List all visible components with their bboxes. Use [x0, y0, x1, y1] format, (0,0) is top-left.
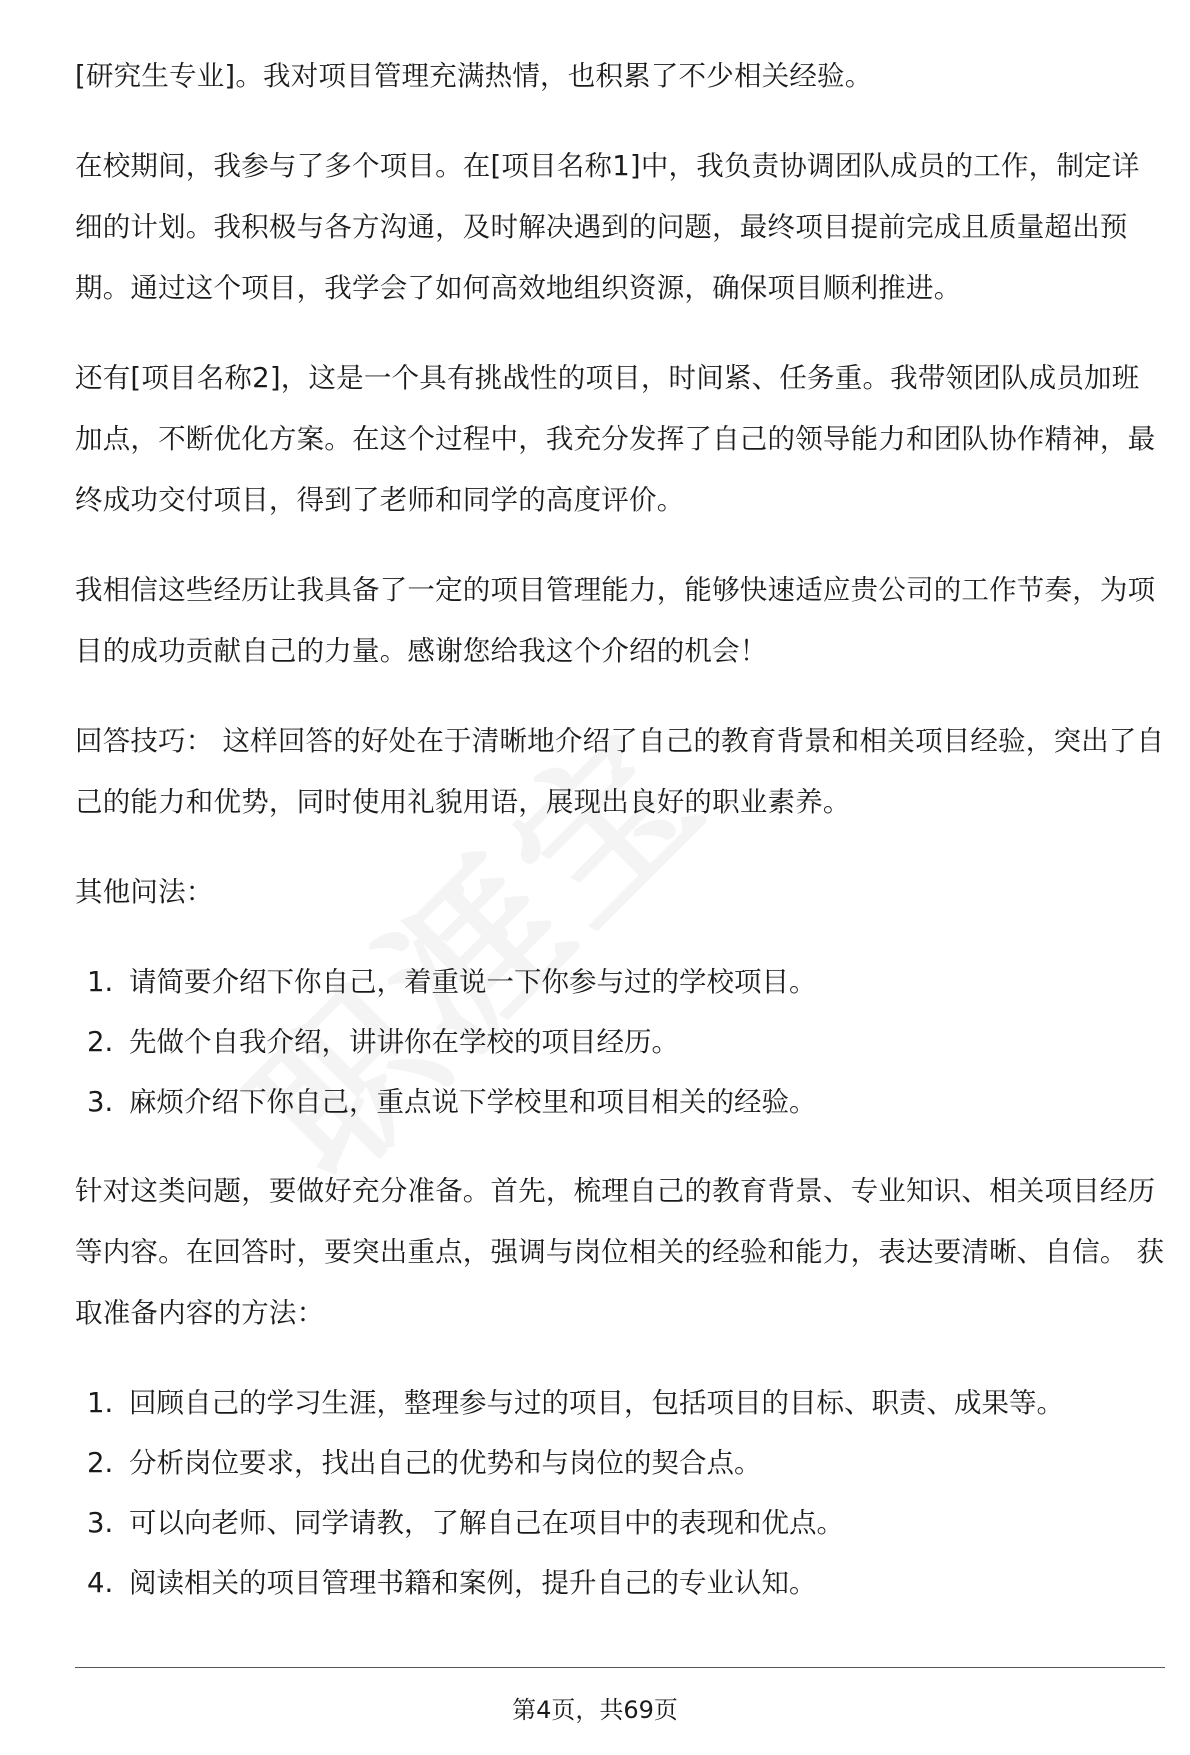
- page-content: [75, 46, 1165, 1642]
- list-item-number: 3.: [87, 1507, 114, 1539]
- list-item-number: 4.: [87, 1567, 114, 1599]
- list-item: [75, 1012, 1165, 1072]
- list-item: [75, 1553, 1165, 1613]
- list-item-number: 1.: [87, 966, 114, 998]
- list-item-text: 分析岗位要求，找出自己的优势和与岗位的契合点。: [129, 1447, 762, 1479]
- list-item-text: 阅读相关的项目管理书籍和案例，提升自己的专业认知。: [129, 1567, 817, 1599]
- list-item-number: 3.: [87, 1086, 114, 1118]
- paragraph-project-2: 还有[项目名称2]，这是一个具有挑战性的项目，时间紧、任务重。我带领团队成员加班加点，不断优化方案。在这个过程中，我充分发挥了自己的领导能力和团队协作精神，最终成功交付项目，得到了老师和同学的高度评价。: [75, 362, 1156, 516]
- page-number: 第4页，共69页: [512, 1696, 678, 1724]
- list-item: [75, 1373, 1165, 1433]
- paragraph-project-1: 在校期间，我参与了多个项目。在[项目名称1]中，我负责协调团队成员的工作，制定详细的计划。我积极与各方沟通，及时解决遇到的问题，最终项目提前完成且质量超出预期。通过这个项目，我学会了如何高效地组织资源，确保项目顺利推进。: [75, 150, 1140, 304]
- list-item: [75, 952, 1165, 1012]
- list-item-text: 可以向老师、同学请教，了解自己在项目中的表现和优点。: [129, 1507, 844, 1539]
- list-item-number: 1.: [87, 1387, 114, 1419]
- paragraph-answer-tips: 回答技巧： 这样回答的好处在于清晰地介绍了自己的教育背景和相关项目经验，突出了自己的能力和优势，同时使用礼貌用语，展现出良好的职业素养。: [75, 725, 1165, 818]
- prep-methods-list: [75, 1373, 1165, 1613]
- list-item-text: 回顾自己的学习生涯，整理参与过的项目，包括项目的目标、职责、成果等。: [129, 1387, 1064, 1419]
- list-item-number: 2.: [87, 1026, 114, 1058]
- paragraph-conclusion: 我相信这些经历让我具备了一定的项目管理能力，能够快速适应贵公司的工作节奏，为项目的成功贡献自己的力量。感谢您给我这个介绍的机会！: [75, 574, 1156, 667]
- list-item: [75, 1072, 1165, 1132]
- list-item-number: 2.: [87, 1447, 114, 1479]
- list-item: [75, 1433, 1165, 1493]
- heading-other-questions: 其他问法：: [75, 876, 214, 908]
- list-item-text: 先做个自我介绍，讲讲你在学校的项目经历。: [129, 1026, 679, 1058]
- footer-divider: [75, 1667, 1165, 1668]
- list-item-text: 麻烦介绍下你自己，重点说下学校里和项目相关的经验。: [129, 1086, 817, 1118]
- list-item: [75, 1493, 1165, 1553]
- list-item-text: 请简要介绍下你自己，着重说一下你参与过的学校项目。: [129, 966, 817, 998]
- other-questions-list: [75, 952, 1165, 1132]
- paragraph-intro-end: [研究生专业]。我对项目管理充满热情，也积累了不少相关经验。: [75, 60, 873, 92]
- paragraph-preparation: 针对这类问题，要做好充分准备。首先，梳理自己的教育背景、专业知识、相关项目经历等内容。在回答时，要突出重点，强调与岗位相关的经验和能力，表达要清晰、自信。 获取准备内容的方法：: [75, 1175, 1165, 1329]
